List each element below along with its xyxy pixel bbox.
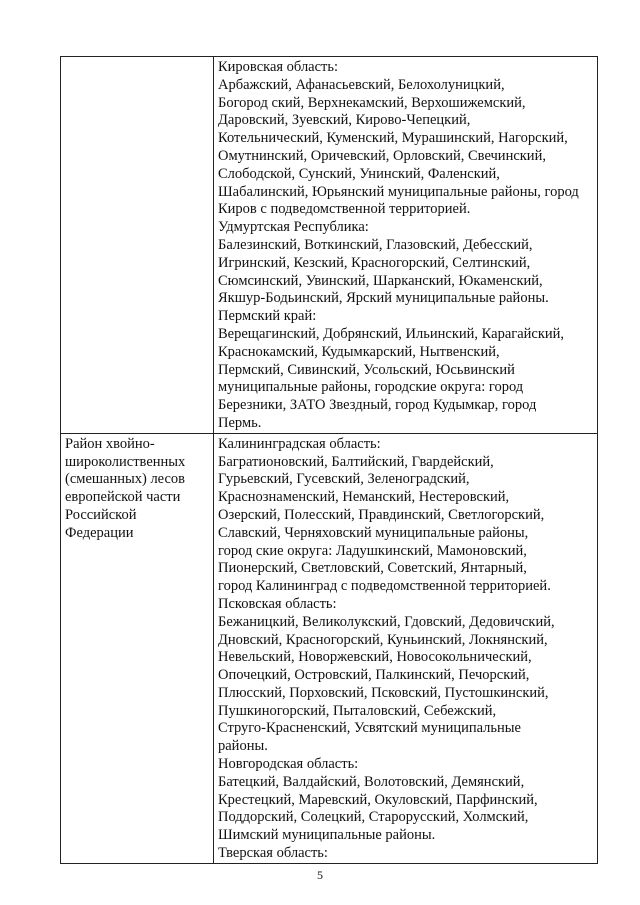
text-line: Славский, Черняховский муниципальные районы,	[218, 524, 529, 541]
text-line: Российской	[65, 506, 137, 523]
territory-list-cell	[214, 433, 598, 863]
text-line: Струго-Красненский, Усвятский муниципальные	[218, 720, 521, 737]
text-line: Дновский, Красногорский, Куньинский, Локнянский,	[218, 631, 548, 648]
text-line: Федерации	[65, 524, 134, 541]
text-line: Шимский муниципальные районы.	[218, 827, 436, 844]
text-line: Тверская область:	[218, 845, 328, 862]
text-line: Балезинский, Воткинский, Глазовский, Дебесский,	[218, 236, 533, 253]
text-line: Кировская область:	[218, 59, 339, 75]
text-line: Игринский, Кезский, Красногорский, Селтинский,	[218, 254, 531, 271]
text-line: Шабалинский, Юрьянский муниципальные районы, город	[218, 183, 579, 200]
text-line: Пушкиногорский, Пыталовский, Себежский,	[218, 702, 497, 719]
text-line: Калининградская область:	[218, 435, 381, 452]
text-line: Арбажский, Афанасьевский, Белохолуницкий,	[218, 76, 505, 93]
text-line: Богород ский, Верхнекамский, Верхошижемский,	[218, 94, 526, 111]
text-line: Сюмсинский, Увинский, Шарканский, Юкаменский,	[218, 272, 543, 289]
territory-list-cell	[214, 57, 598, 434]
text-line: Омутнинский, Оричевский, Орловский, Свечинский,	[218, 147, 546, 164]
text-line: Крестецкий, Маревский, Окуловский, Парфинский,	[218, 791, 538, 808]
text-line: широколиственных	[65, 453, 186, 470]
text-line: Опочецкий, Островский, Палкинский, Печорский,	[218, 667, 530, 684]
regions-table	[60, 56, 598, 864]
text-line: Березники, ЗАТО Звездный, город Кудымкар, город	[218, 397, 537, 414]
text-line: Краснокамский, Кудымкарский, Нытвенский,	[218, 343, 500, 360]
region-name-cell	[61, 433, 214, 863]
text-line: районы.	[218, 738, 268, 755]
text-line: Багратионовский, Балтийский, Гвардейский,	[218, 453, 494, 470]
text-line: Якшур-Бодьинский, Ярский муниципальные районы.	[218, 290, 549, 307]
text-line: Пермский, Сивинский, Усольский, Юсьвинский	[218, 361, 515, 378]
text-line: Невельский, Новоржевский, Новосокольнический,	[218, 649, 532, 666]
text-line: Озерский, Полесский, Правдинский, Светлогорский,	[218, 506, 545, 523]
text-line: Пермь.	[218, 414, 262, 431]
text-line: Поддорский, Солецкий, Старорусский, Холмский,	[218, 809, 529, 826]
text-line: Верещагинский, Добрянский, Ильинский, Карагайский,	[218, 325, 565, 342]
text-line: Пионерский, Светловский, Советский, Янтарный,	[218, 560, 527, 577]
text-line: Батецкий, Валдайский, Волотовский, Демянский,	[218, 773, 525, 790]
text-line: европейской части	[65, 489, 181, 506]
page-number: 5	[317, 868, 323, 882]
text-line: город ские округа: Ладушкинский, Мамоновский,	[218, 542, 527, 559]
text-line: Пермский край:	[218, 308, 317, 325]
table-row	[61, 57, 598, 434]
text-line: Новгородская область:	[218, 756, 359, 773]
text-line: Краснознаменский, Неманский, Нестеровский,	[218, 489, 510, 506]
text-line: муниципальные районы, городские округа: город	[218, 379, 524, 396]
text-line: Псковская область:	[218, 595, 337, 612]
text-line: город Калининград с подведомственной территорией.	[218, 578, 551, 595]
text-line: Слободской, Сунский, Унинский, Фаленский,	[218, 165, 500, 182]
text-line: Плюсский, Порховский, Псковский, Пустошкинский,	[218, 684, 549, 701]
region-name-cell	[61, 57, 214, 434]
text-line: Район хвойно-	[65, 435, 155, 452]
text-line: Котельнический, Куменский, Мурашинский, Нагорский,	[218, 130, 568, 147]
text-line: Гурьевский, Гусевский, Зеленоградский,	[218, 471, 470, 488]
text-line: Киров с подведомственной территорией.	[218, 201, 471, 218]
text-line: (смешанных) лесов	[65, 471, 186, 488]
table-row	[61, 433, 598, 863]
text-line: Даровский, Зуевский, Кирово-Чепецкий,	[218, 112, 471, 129]
text-line: Удмуртская Республика:	[218, 219, 369, 236]
text-line: Бежаницкий, Великолукский, Гдовский, Дедовичский,	[218, 613, 555, 630]
